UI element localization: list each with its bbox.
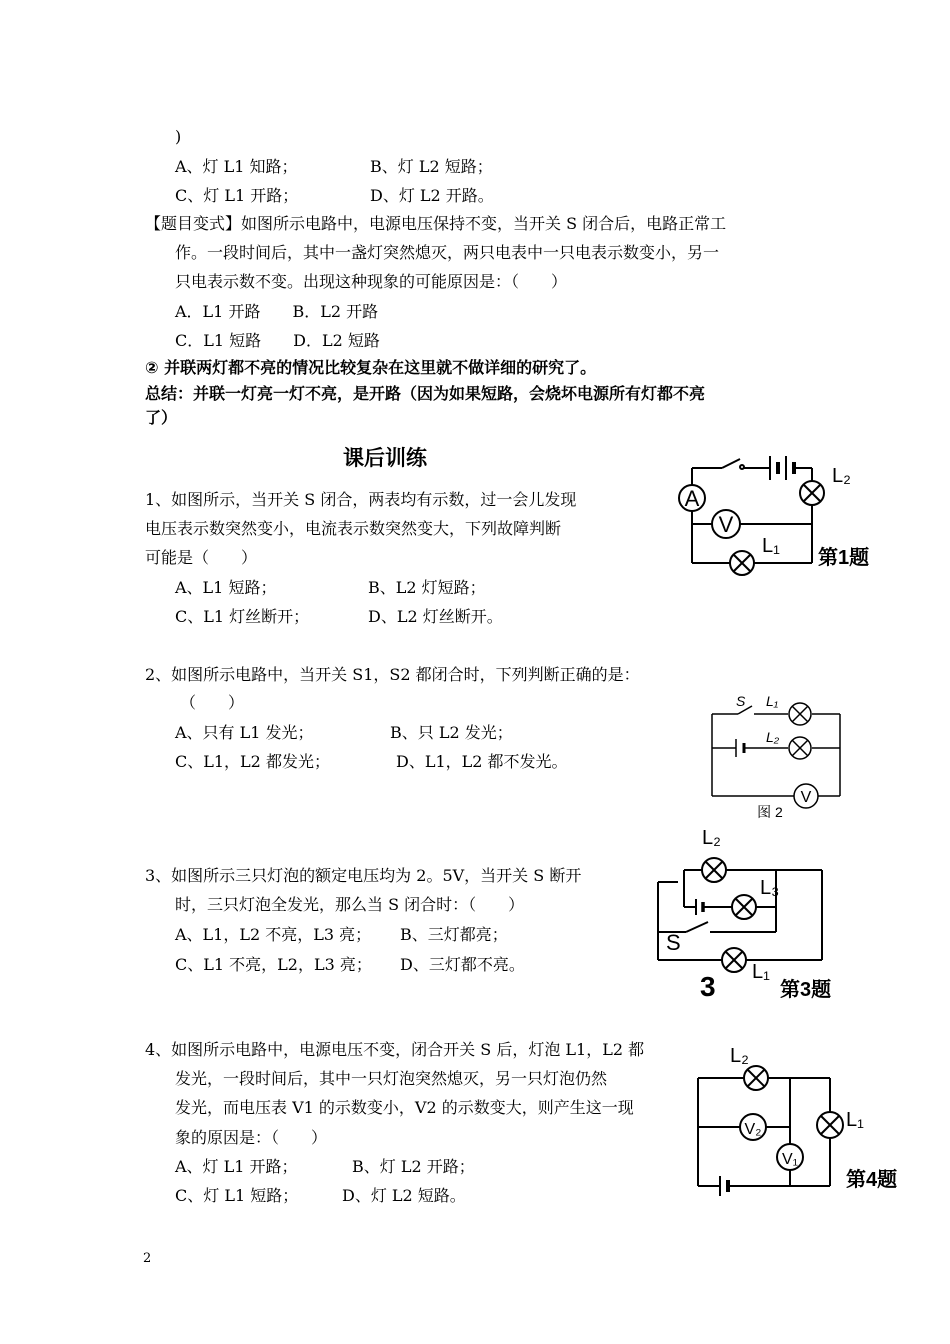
q2-option-a: A、只有 L1 发光； bbox=[175, 723, 314, 742]
q4-figure-label: 第4题 bbox=[846, 1169, 898, 1191]
q4-option-b: B、灯 L2 开路； bbox=[352, 1157, 475, 1176]
q3-switch-label: S bbox=[666, 930, 681, 955]
q4-circuit-figure bbox=[690, 1040, 910, 1204]
q2-option-b: B、只 L2 发光； bbox=[390, 723, 513, 742]
previous-option-b: B、灯 L2 短路； bbox=[370, 157, 493, 176]
variant-options-row1: A．L1 开路 B．L2 开路 bbox=[175, 302, 379, 321]
q1-line-3: 可能是（ ） bbox=[145, 548, 258, 567]
q3-lamp2-label: L₂ bbox=[702, 827, 721, 849]
q1-ammeter-label: A bbox=[684, 486, 700, 511]
q1-line-2: 电压表示数突然变小，电流表示数突然变大，下列故障判断 bbox=[145, 519, 562, 538]
variant-line-2: 作。一段时间后，其中一盏灯突然熄灭，两只电表中一只电表示数变小，另一 bbox=[175, 243, 720, 262]
q4-line-1: 4、如图所示电路中，电源电压不变，闭合开关 S 后，灯泡 L1，L2 都 bbox=[145, 1040, 645, 1059]
previous-option-d: D、灯 L2 开路。 bbox=[370, 186, 494, 205]
page-number: 2 bbox=[143, 1251, 152, 1266]
q2-voltmeter-label: V bbox=[800, 789, 812, 806]
q4-lamp2-label: L₂ bbox=[730, 1045, 749, 1067]
q3-lamp1-label: L₁ bbox=[752, 961, 770, 983]
q2-option-d: D、L1，L2 都不发光。 bbox=[396, 752, 568, 771]
previous-option-a: A、灯 L1 知路； bbox=[175, 157, 298, 176]
q1-circuit-figure bbox=[672, 448, 887, 578]
q4-line-3: 发光，而电压表 V1 的示数变小，V2 的示数变大，则产生这一现 bbox=[175, 1098, 634, 1117]
q4-lamp1-label: L₁ bbox=[846, 1109, 864, 1131]
previous-paren: ) bbox=[175, 127, 182, 146]
q3-option-d: D、三灯都不亮。 bbox=[400, 955, 525, 974]
q1-figure-label: 第1题 bbox=[818, 547, 870, 569]
q1-lamp-bottom-label: L₁ bbox=[762, 535, 780, 557]
q2-switch-label: S bbox=[736, 693, 746, 709]
q3-option-c: C、L1 不亮，L2，L3 亮； bbox=[175, 955, 372, 974]
q4-v1-label: V₁ bbox=[781, 1151, 799, 1168]
q4-v2-label: V₂ bbox=[744, 1121, 762, 1138]
q3-lamp3-label: L₃ bbox=[760, 877, 780, 899]
q3-figure-number: 3 bbox=[700, 971, 716, 1002]
q2-circuit-figure bbox=[700, 686, 850, 826]
q2-line-1: 2、如图所示电路中，当开关 S1，S2 都闭合时，下列判断正确的是： bbox=[145, 665, 640, 684]
q1-option-c: C、L1 灯丝断开； bbox=[175, 607, 310, 626]
q3-line-1: 3、如图所示三只灯泡的额定电压均为 2。5V，当开关 S 断开 bbox=[145, 866, 582, 885]
q2-figure-caption: 图 2 bbox=[757, 804, 783, 820]
q4-line-2: 发光，一段时间后，其中一只灯泡突然熄灭，另一只灯泡仍然 bbox=[175, 1069, 608, 1088]
q4-option-a: A、灯 L1 开路； bbox=[175, 1157, 298, 1176]
variant-line-3: 只电表示数不变。出现这种现象的可能原因是：（ ） bbox=[175, 272, 568, 291]
q1-option-a: A、L1 短路； bbox=[175, 578, 277, 597]
variant-options-row2: C．L1 短路 D．L2 短路 bbox=[175, 331, 380, 350]
q1-line-1: 1、如图所示，当开关 S 闭合，两表均有示数，过一会儿发现 bbox=[145, 490, 577, 509]
q4-option-d: D、灯 L2 短路。 bbox=[342, 1186, 466, 1205]
q3-option-a: A、L1，L2 不亮，L3 亮； bbox=[175, 925, 372, 944]
q2-option-c: C、L1，L2 都发光； bbox=[175, 752, 330, 771]
q1-lamp-top-label: L₂ bbox=[832, 465, 851, 487]
q2-line-2: （ ） bbox=[180, 693, 245, 712]
note-line-1: ② 并联两灯都不亮的情况比较复杂在这里就不做详细的研究了。 bbox=[145, 358, 597, 377]
q1-voltmeter-label: V bbox=[718, 512, 734, 537]
q3-line-2: 时，三只灯泡全发光，那么当 S 闭合时：（ ） bbox=[175, 895, 525, 914]
q2-lamp1-label: L₁ bbox=[766, 693, 779, 709]
q1-option-d: D、L2 灯丝断开。 bbox=[368, 607, 503, 626]
previous-option-c: C、灯 L1 开路； bbox=[175, 186, 299, 205]
variant-line-1: 【题目变式】如图所示电路中，电源电压保持不变，当开关 S 闭合后，电路正常工 bbox=[145, 214, 727, 233]
note-line-3: 了） bbox=[145, 408, 178, 427]
q1-option-b: B、L2 灯短路； bbox=[368, 578, 486, 597]
q2-lamp2-label: L₂ bbox=[766, 729, 780, 745]
section-title: 课后训练 bbox=[343, 446, 427, 470]
q3-option-b: B、三灯都亮； bbox=[400, 925, 508, 944]
q3-figure-label: 第3题 bbox=[780, 979, 832, 1001]
q4-option-c: C、灯 L1 短路； bbox=[175, 1186, 299, 1205]
q3-circuit-figure bbox=[650, 822, 850, 1004]
q4-line-4: 象的原因是：（ ） bbox=[175, 1128, 328, 1147]
note-line-2: 总结：并联一灯亮一灯不亮，是开路（因为如果短路，会烧坏电源所有灯都不亮 bbox=[145, 384, 706, 403]
